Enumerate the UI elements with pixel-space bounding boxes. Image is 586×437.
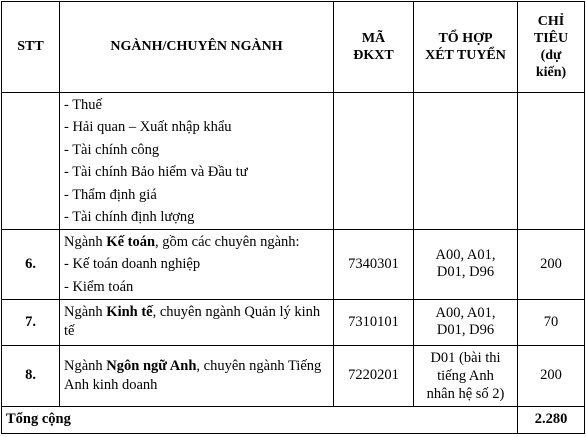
header-to-hop	[414, 2, 518, 93]
cell-combo	[414, 299, 518, 345]
header-ma-line1: MÃ	[361, 30, 386, 46]
header-chi-tieu-line4: kiến)	[535, 64, 567, 80]
list-item: - Kế toán doanh nghiệp	[64, 256, 201, 273]
cell-major	[60, 346, 334, 407]
cell-major	[60, 299, 334, 345]
total-label: Tổng cộng	[2, 406, 518, 433]
major-prefix: Ngành	[64, 357, 107, 374]
list-item: - Thẩm định giá	[64, 186, 157, 203]
header-chi-tieu-line3: (dự	[540, 47, 562, 63]
header-nganh: NGÀNH/CHUYÊN NGÀNH	[60, 2, 334, 93]
cell-code: 7310101	[334, 299, 414, 345]
cell-code: 7340301	[334, 230, 414, 299]
major-prefix: Ngành	[64, 304, 107, 321]
cell-combo	[414, 346, 518, 407]
header-to-hop-line1: TỔ HỢP	[438, 30, 493, 46]
cell-code: 7220201	[334, 346, 414, 407]
major-suffix: , chuyên ngành Quản lý kinh tế	[64, 304, 321, 340]
list-item: - Tài chính công	[64, 141, 160, 158]
header-chi-tieu	[518, 2, 585, 93]
cell-quota: 200	[518, 230, 585, 299]
cell-combo	[414, 230, 518, 299]
combo-line: tiếng Anh	[437, 367, 494, 384]
cell-stt-empty	[2, 92, 60, 229]
list-item: - Kiểm toán	[64, 278, 134, 295]
header-to-hop-line2: XÉT TUYỂN	[425, 47, 506, 63]
table-row	[2, 299, 585, 345]
header-ma-dkxt	[334, 2, 414, 93]
header-stt: STT	[2, 2, 60, 93]
table-row	[2, 230, 585, 299]
table-row-continued	[2, 92, 585, 229]
combo-line: A00, A01,	[435, 305, 496, 322]
major-suffix: , chuyên ngành Tiếng Anh kinh doanh	[64, 357, 322, 393]
major-name: Ngôn ngữ Anh	[106, 357, 197, 374]
admission-quota-table	[1, 1, 585, 434]
header-row	[2, 2, 585, 93]
major-name: Kinh tế	[106, 304, 153, 321]
header-chi-tieu-line2: TIÊU	[533, 30, 569, 46]
major-name: Kế toán	[106, 233, 156, 250]
major-prefix: Ngành	[64, 233, 107, 250]
cell-quota: 200	[518, 346, 585, 407]
list-item: - Thuế	[64, 96, 102, 113]
header-chi-tieu-line1: CHỈ	[537, 13, 565, 29]
combo-line: D01 (bài thi	[430, 349, 501, 366]
cell-stt: 6.	[2, 230, 60, 299]
cell-continued-items	[60, 92, 334, 229]
combo-line: D01, D96	[436, 264, 495, 281]
cell-major	[60, 230, 334, 299]
combo-line: D01, D96	[436, 322, 495, 339]
major-title	[64, 231, 329, 254]
list-item: - Tài chính định lượng	[64, 209, 195, 226]
list-item: - Hải quan – Xuất nhập khẩu	[64, 119, 232, 136]
cell-stt: 8.	[2, 346, 60, 407]
header-ma-line2: ĐKXT	[353, 47, 394, 63]
combo-line: nhân hệ số 2)	[426, 385, 505, 402]
total-value: 2.280	[518, 406, 585, 433]
cell-quota-empty	[518, 92, 585, 229]
combo-line: A00, A01,	[435, 247, 496, 264]
list-item: - Tài chính Bảo hiểm và Đầu tư	[64, 164, 248, 181]
major-suffix: , gồm các chuyên ngành:	[155, 233, 300, 250]
cell-code-empty	[334, 92, 414, 229]
cell-quota: 70	[518, 299, 585, 345]
cell-combo-empty	[414, 92, 518, 229]
cell-stt: 7.	[2, 299, 60, 345]
table-row	[2, 346, 585, 407]
total-row	[2, 406, 585, 433]
